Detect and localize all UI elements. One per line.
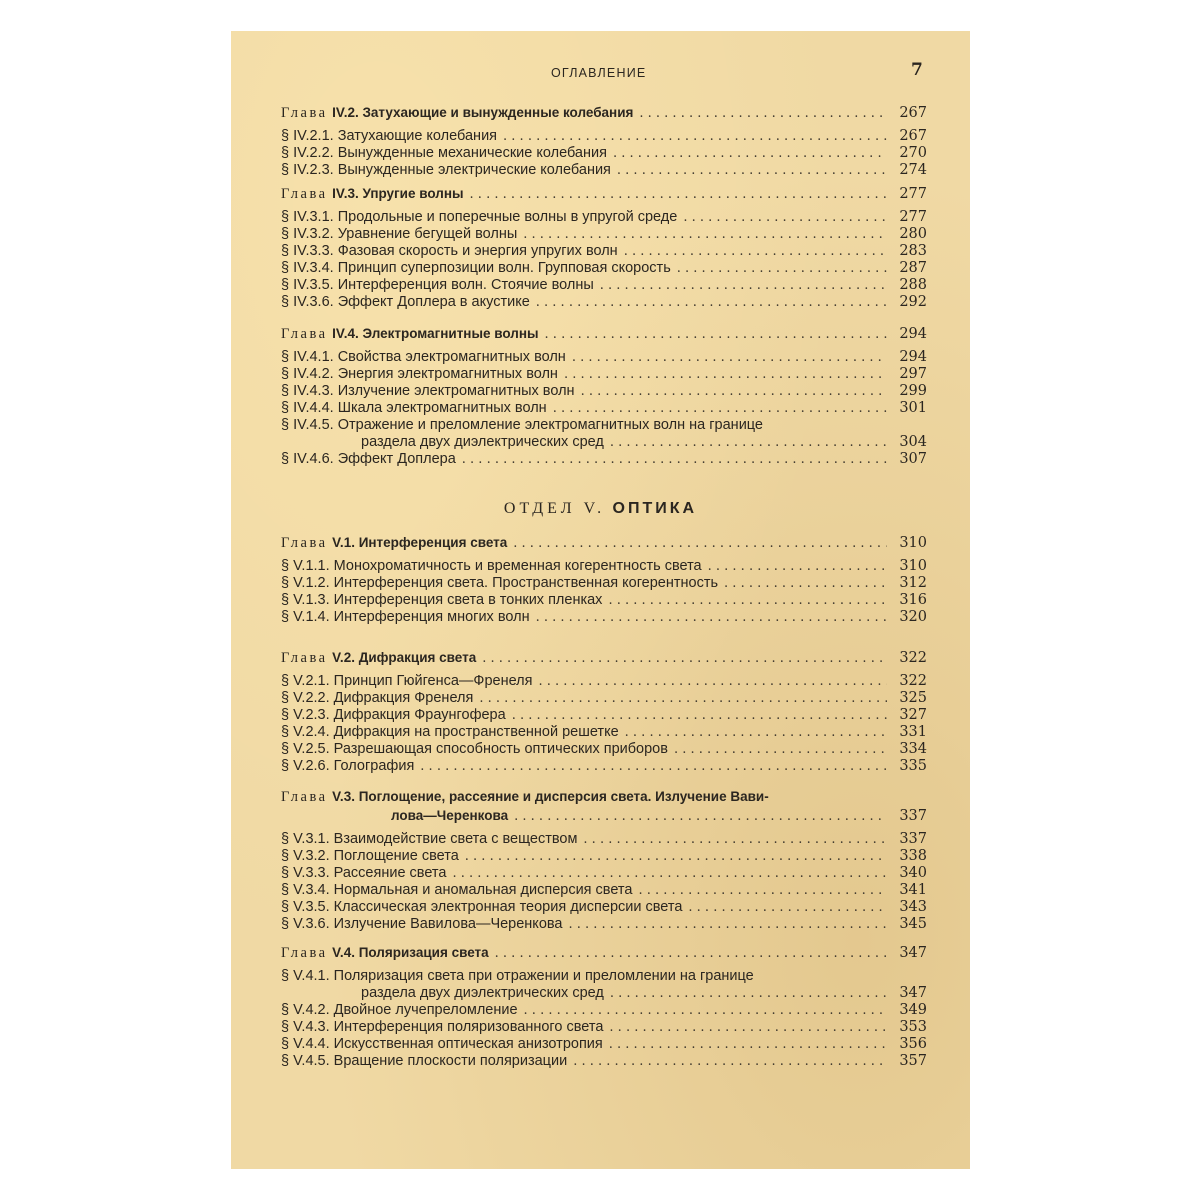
leader-dots <box>512 707 887 724</box>
chapter-heading[interactable] <box>281 533 927 552</box>
section-entry[interactable] <box>281 707 927 724</box>
section-page: 297 <box>899 366 927 382</box>
section-page: 337 <box>899 831 927 847</box>
section-entry-continued[interactable] <box>281 985 927 1002</box>
section-label: § IV.3.2. Уравнение бегущей волны <box>281 226 518 242</box>
leader-dots <box>624 243 887 260</box>
leader-dots <box>465 848 887 865</box>
section-entry[interactable] <box>281 592 927 609</box>
chapter-block <box>281 648 927 775</box>
chapter-label: IV.3. Упругие волны <box>332 186 464 201</box>
section-page: 288 <box>899 277 927 293</box>
section-label: § IV.3.3. Фазовая скорость и энергия упругих волн <box>281 243 618 259</box>
section-entry[interactable] <box>281 1036 927 1053</box>
section-page: 343 <box>899 899 927 915</box>
section-entry[interactable] <box>281 673 927 690</box>
leader-dots <box>625 724 887 741</box>
running-title: ОГЛАВЛЕНИЕ <box>551 66 647 80</box>
section-label: § V.4.4. Искусственная оптическая анизотропия <box>281 1036 603 1052</box>
chapter-title <box>281 648 476 668</box>
section-page: 292 <box>899 294 927 310</box>
section-label: § IV.4.6. Эффект Доплера <box>281 451 456 467</box>
chapter-prefix: Глава <box>281 535 328 551</box>
leader-dots <box>617 162 887 179</box>
leader-dots <box>609 1019 887 1036</box>
section-page: 280 <box>899 226 927 242</box>
running-head <box>231 60 970 84</box>
section-entry[interactable] <box>281 145 927 162</box>
leader-dots <box>462 451 887 468</box>
section-label: § IV.4.2. Энергия электромагнитных волн <box>281 366 558 382</box>
section-label: § V.1.4. Интерференция многих волн <box>281 609 530 625</box>
section-entry[interactable] <box>281 260 927 277</box>
section-label: § IV.4.4. Шкала электромагнитных волн <box>281 400 547 416</box>
chapter-page: 337 <box>899 808 927 824</box>
section-label: § V.1.3. Интерференция света в тонких пленках <box>281 592 603 608</box>
section-label: § V.1.1. Монохроматичность и временная когерентность света <box>281 558 702 574</box>
chapter-page: 267 <box>899 105 927 121</box>
leader-dots <box>470 185 887 204</box>
section-page: 267 <box>899 128 927 144</box>
section-page: 316 <box>899 592 927 608</box>
chapter-page: 322 <box>899 650 927 666</box>
section-label: § IV.4.5. Отражение и преломление электромагнитных волн на границе <box>281 417 763 433</box>
chapter-prefix: Глава <box>281 326 328 342</box>
leader-dots <box>482 649 887 668</box>
section-page: 301 <box>899 400 927 416</box>
section-label: § V.2.3. Дифракция Фраунгофера <box>281 707 506 723</box>
section-label: § V.1.2. Интерференция света. Пространственная когерентность <box>281 575 719 591</box>
chapter-heading[interactable] <box>281 324 927 343</box>
section-entry-continued[interactable] <box>281 434 927 451</box>
section-label: § IV.4.3. Излучение электромагнитных волн <box>281 383 575 399</box>
chapter-label-continued: лова—Черенкова <box>391 808 509 823</box>
section-entry[interactable] <box>281 243 927 260</box>
section-label: § V.3.1. Взаимодействие света с веществом <box>281 831 578 847</box>
chapter-block <box>281 184 927 311</box>
leader-dots <box>564 366 887 383</box>
chapter-title <box>281 943 489 963</box>
chapter-prefix: Глава <box>281 186 328 202</box>
section-page: 349 <box>899 1002 927 1018</box>
leader-dots <box>600 277 887 294</box>
section-page: 307 <box>899 451 927 467</box>
section-entry[interactable] <box>281 400 927 417</box>
leader-dots <box>420 758 887 775</box>
section-entry[interactable] <box>281 451 927 468</box>
section-entry[interactable] <box>281 277 927 294</box>
section-label: § IV.3.4. Принцип суперпозиции волн. Групповая скорость <box>281 260 671 276</box>
leader-dots <box>536 609 887 626</box>
section-label: § IV.3.5. Интерференция волн. Стоячие волны <box>281 277 594 293</box>
section-page: 357 <box>899 1053 927 1069</box>
chapter-prefix: Глава <box>281 650 328 666</box>
chapter-label: V.2. Дифракция света <box>332 650 477 665</box>
section-page: 353 <box>899 1019 927 1035</box>
chapter-page: 294 <box>899 326 927 342</box>
section-label: § V.2.2. Дифракция Френеля <box>281 690 474 706</box>
leader-dots <box>613 145 887 162</box>
section-entry[interactable] <box>281 1053 927 1070</box>
chapter-label: IV.2. Затухающие и вынужденные колебания <box>332 105 634 120</box>
leader-dots <box>608 592 887 609</box>
part-label: ОПТИКА <box>612 500 698 517</box>
leader-dots <box>572 349 887 366</box>
section-entry[interactable] <box>281 128 927 145</box>
section-entry[interactable] <box>281 1019 927 1036</box>
section-page: 283 <box>899 243 927 259</box>
section-label-continued: раздела двух диэлектрических сред <box>361 985 604 1001</box>
section-entry[interactable] <box>281 575 927 592</box>
chapter-title <box>281 324 539 344</box>
chapter-heading[interactable] <box>281 103 927 122</box>
section-entry[interactable] <box>281 209 927 226</box>
section-label: § V.2.4. Дифракция на пространственной решетке <box>281 724 619 740</box>
section-label-continued: раздела двух диэлектрических сред <box>361 434 604 450</box>
leader-dots <box>638 882 887 899</box>
chapter-block <box>281 943 927 1070</box>
chapter-page: 277 <box>899 186 927 202</box>
section-entry[interactable] <box>281 1002 927 1019</box>
leader-dots <box>724 575 887 592</box>
section-page: 310 <box>899 558 927 574</box>
leader-dots <box>514 807 887 826</box>
leader-dots <box>674 741 887 758</box>
chapter-label: V.1. Интерференция света <box>332 535 508 550</box>
section-page: 274 <box>899 162 927 178</box>
section-entry[interactable] <box>281 349 927 366</box>
leader-dots <box>452 865 887 882</box>
section-page: 335 <box>899 758 927 774</box>
chapter-block <box>281 103 927 179</box>
section-entry[interactable] <box>281 162 927 179</box>
leader-dots <box>609 1036 887 1053</box>
section-label: § IV.4.1. Свойства электромагнитных волн <box>281 349 566 365</box>
chapter-label: V.4. Поляризация света <box>332 945 489 960</box>
section-label: § IV.3.6. Эффект Доплера в акустике <box>281 294 530 310</box>
section-page: 287 <box>899 260 927 276</box>
section-entry[interactable] <box>281 690 927 707</box>
section-label: § V.2.6. Голография <box>281 758 415 774</box>
section-page: 341 <box>899 882 927 898</box>
section-label: § IV.2.3. Вынужденные электрические колебания <box>281 162 611 178</box>
section-label: § V.3.5. Классическая электронная теория дисперсии света <box>281 899 683 915</box>
leader-dots <box>513 534 887 553</box>
chapter-label: V.3. Поглощение, рассеяние и дисперсия света. Излучение Вави- <box>332 789 769 804</box>
leader-dots <box>523 226 887 243</box>
chapter-title <box>281 184 464 204</box>
section-page: 322 <box>899 673 927 689</box>
part-title <box>231 500 970 518</box>
section-label: § V.4.1. Поляризация света при отражении и преломлении на границе <box>281 968 754 984</box>
section-entry[interactable] <box>281 417 927 434</box>
section-page: 331 <box>899 724 927 740</box>
chapter-heading[interactable] <box>281 787 927 806</box>
leader-dots <box>583 831 887 848</box>
leader-dots <box>573 1053 887 1070</box>
section-label: § V.2.5. Разрешающая способность оптических приборов <box>281 741 668 757</box>
section-entry[interactable] <box>281 899 927 916</box>
chapter-title <box>281 787 769 807</box>
chapter-label: IV.4. Электромагнитные волны <box>332 326 539 341</box>
section-entry[interactable] <box>281 758 927 775</box>
section-page: 312 <box>899 575 927 591</box>
leader-dots <box>479 690 887 707</box>
section-page: 356 <box>899 1036 927 1052</box>
section-page: 277 <box>899 209 927 225</box>
section-entry[interactable] <box>281 882 927 899</box>
book-page <box>231 31 970 1169</box>
leader-dots <box>708 558 887 575</box>
section-page: 294 <box>899 349 927 365</box>
chapter-block <box>281 533 927 626</box>
section-entry[interactable] <box>281 916 927 933</box>
section-page: 270 <box>899 145 927 161</box>
chapter-block <box>281 787 927 933</box>
section-label: § IV.2.2. Вынужденные механические колебания <box>281 145 607 161</box>
section-entry[interactable] <box>281 865 927 882</box>
section-label: § V.4.2. Двойное лучепреломление <box>281 1002 518 1018</box>
section-page: 347 <box>899 985 927 1001</box>
leader-dots <box>677 260 887 277</box>
leader-dots <box>538 673 887 690</box>
leader-dots <box>610 985 887 1002</box>
leader-dots <box>536 294 887 311</box>
section-entry[interactable] <box>281 383 927 400</box>
leader-dots <box>503 128 887 145</box>
section-label: § V.2.1. Принцип Гюйгенса—Френеля <box>281 673 533 689</box>
leader-dots <box>495 944 887 963</box>
chapter-heading-continued[interactable] <box>281 806 927 825</box>
section-entry[interactable] <box>281 724 927 741</box>
chapter-page: 347 <box>899 945 927 961</box>
chapter-block <box>281 324 927 468</box>
section-entry[interactable] <box>281 968 927 985</box>
leader-dots <box>568 916 887 933</box>
chapter-prefix: Глава <box>281 105 328 121</box>
leader-dots <box>688 899 887 916</box>
section-page: 325 <box>899 690 927 706</box>
section-page: 334 <box>899 741 927 757</box>
section-label: § V.3.2. Поглощение света <box>281 848 459 864</box>
section-entry[interactable] <box>281 741 927 758</box>
section-page: 327 <box>899 707 927 723</box>
section-label: § V.3.3. Рассеяние света <box>281 865 447 881</box>
page-number: 7 <box>911 60 923 80</box>
chapter-heading[interactable] <box>281 184 927 203</box>
leader-dots <box>581 383 887 400</box>
section-page: 338 <box>899 848 927 864</box>
section-entry[interactable] <box>281 558 927 575</box>
section-entry[interactable] <box>281 609 927 626</box>
chapter-page: 310 <box>899 535 927 551</box>
section-label: § V.3.6. Излучение Вавилова—Черенкова <box>281 916 563 932</box>
leader-dots <box>639 104 887 123</box>
section-page: 345 <box>899 916 927 932</box>
section-label: § V.3.4. Нормальная и аномальная дисперсия света <box>281 882 633 898</box>
section-entry[interactable] <box>281 831 927 848</box>
leader-dots <box>553 400 887 417</box>
leader-dots <box>610 434 887 451</box>
section-page: 320 <box>899 609 927 625</box>
section-entry[interactable] <box>281 366 927 383</box>
section-label: § IV.3.1. Продольные и поперечные волны в упругой среде <box>281 209 678 225</box>
leader-dots <box>524 1002 887 1019</box>
section-entry[interactable] <box>281 226 927 243</box>
section-entry[interactable] <box>281 294 927 311</box>
chapter-title <box>281 533 507 553</box>
section-page: 304 <box>899 434 927 450</box>
section-label: § IV.2.1. Затухающие колебания <box>281 128 498 144</box>
chapter-prefix: Глава <box>281 789 328 805</box>
chapter-heading[interactable] <box>281 943 927 962</box>
leader-dots <box>683 209 887 226</box>
part-prefix: ОТДЕЛ V. <box>503 500 606 517</box>
leader-dots <box>545 325 887 344</box>
section-label: § V.4.5. Вращение плоскости поляризации <box>281 1053 568 1069</box>
section-page: 299 <box>899 383 927 399</box>
chapter-title <box>281 103 633 123</box>
section-label: § V.4.3. Интерференция поляризованного света <box>281 1019 604 1035</box>
chapter-prefix: Глава <box>281 945 328 961</box>
section-page: 340 <box>899 865 927 881</box>
section-entry[interactable] <box>281 848 927 865</box>
chapter-heading[interactable] <box>281 648 927 667</box>
